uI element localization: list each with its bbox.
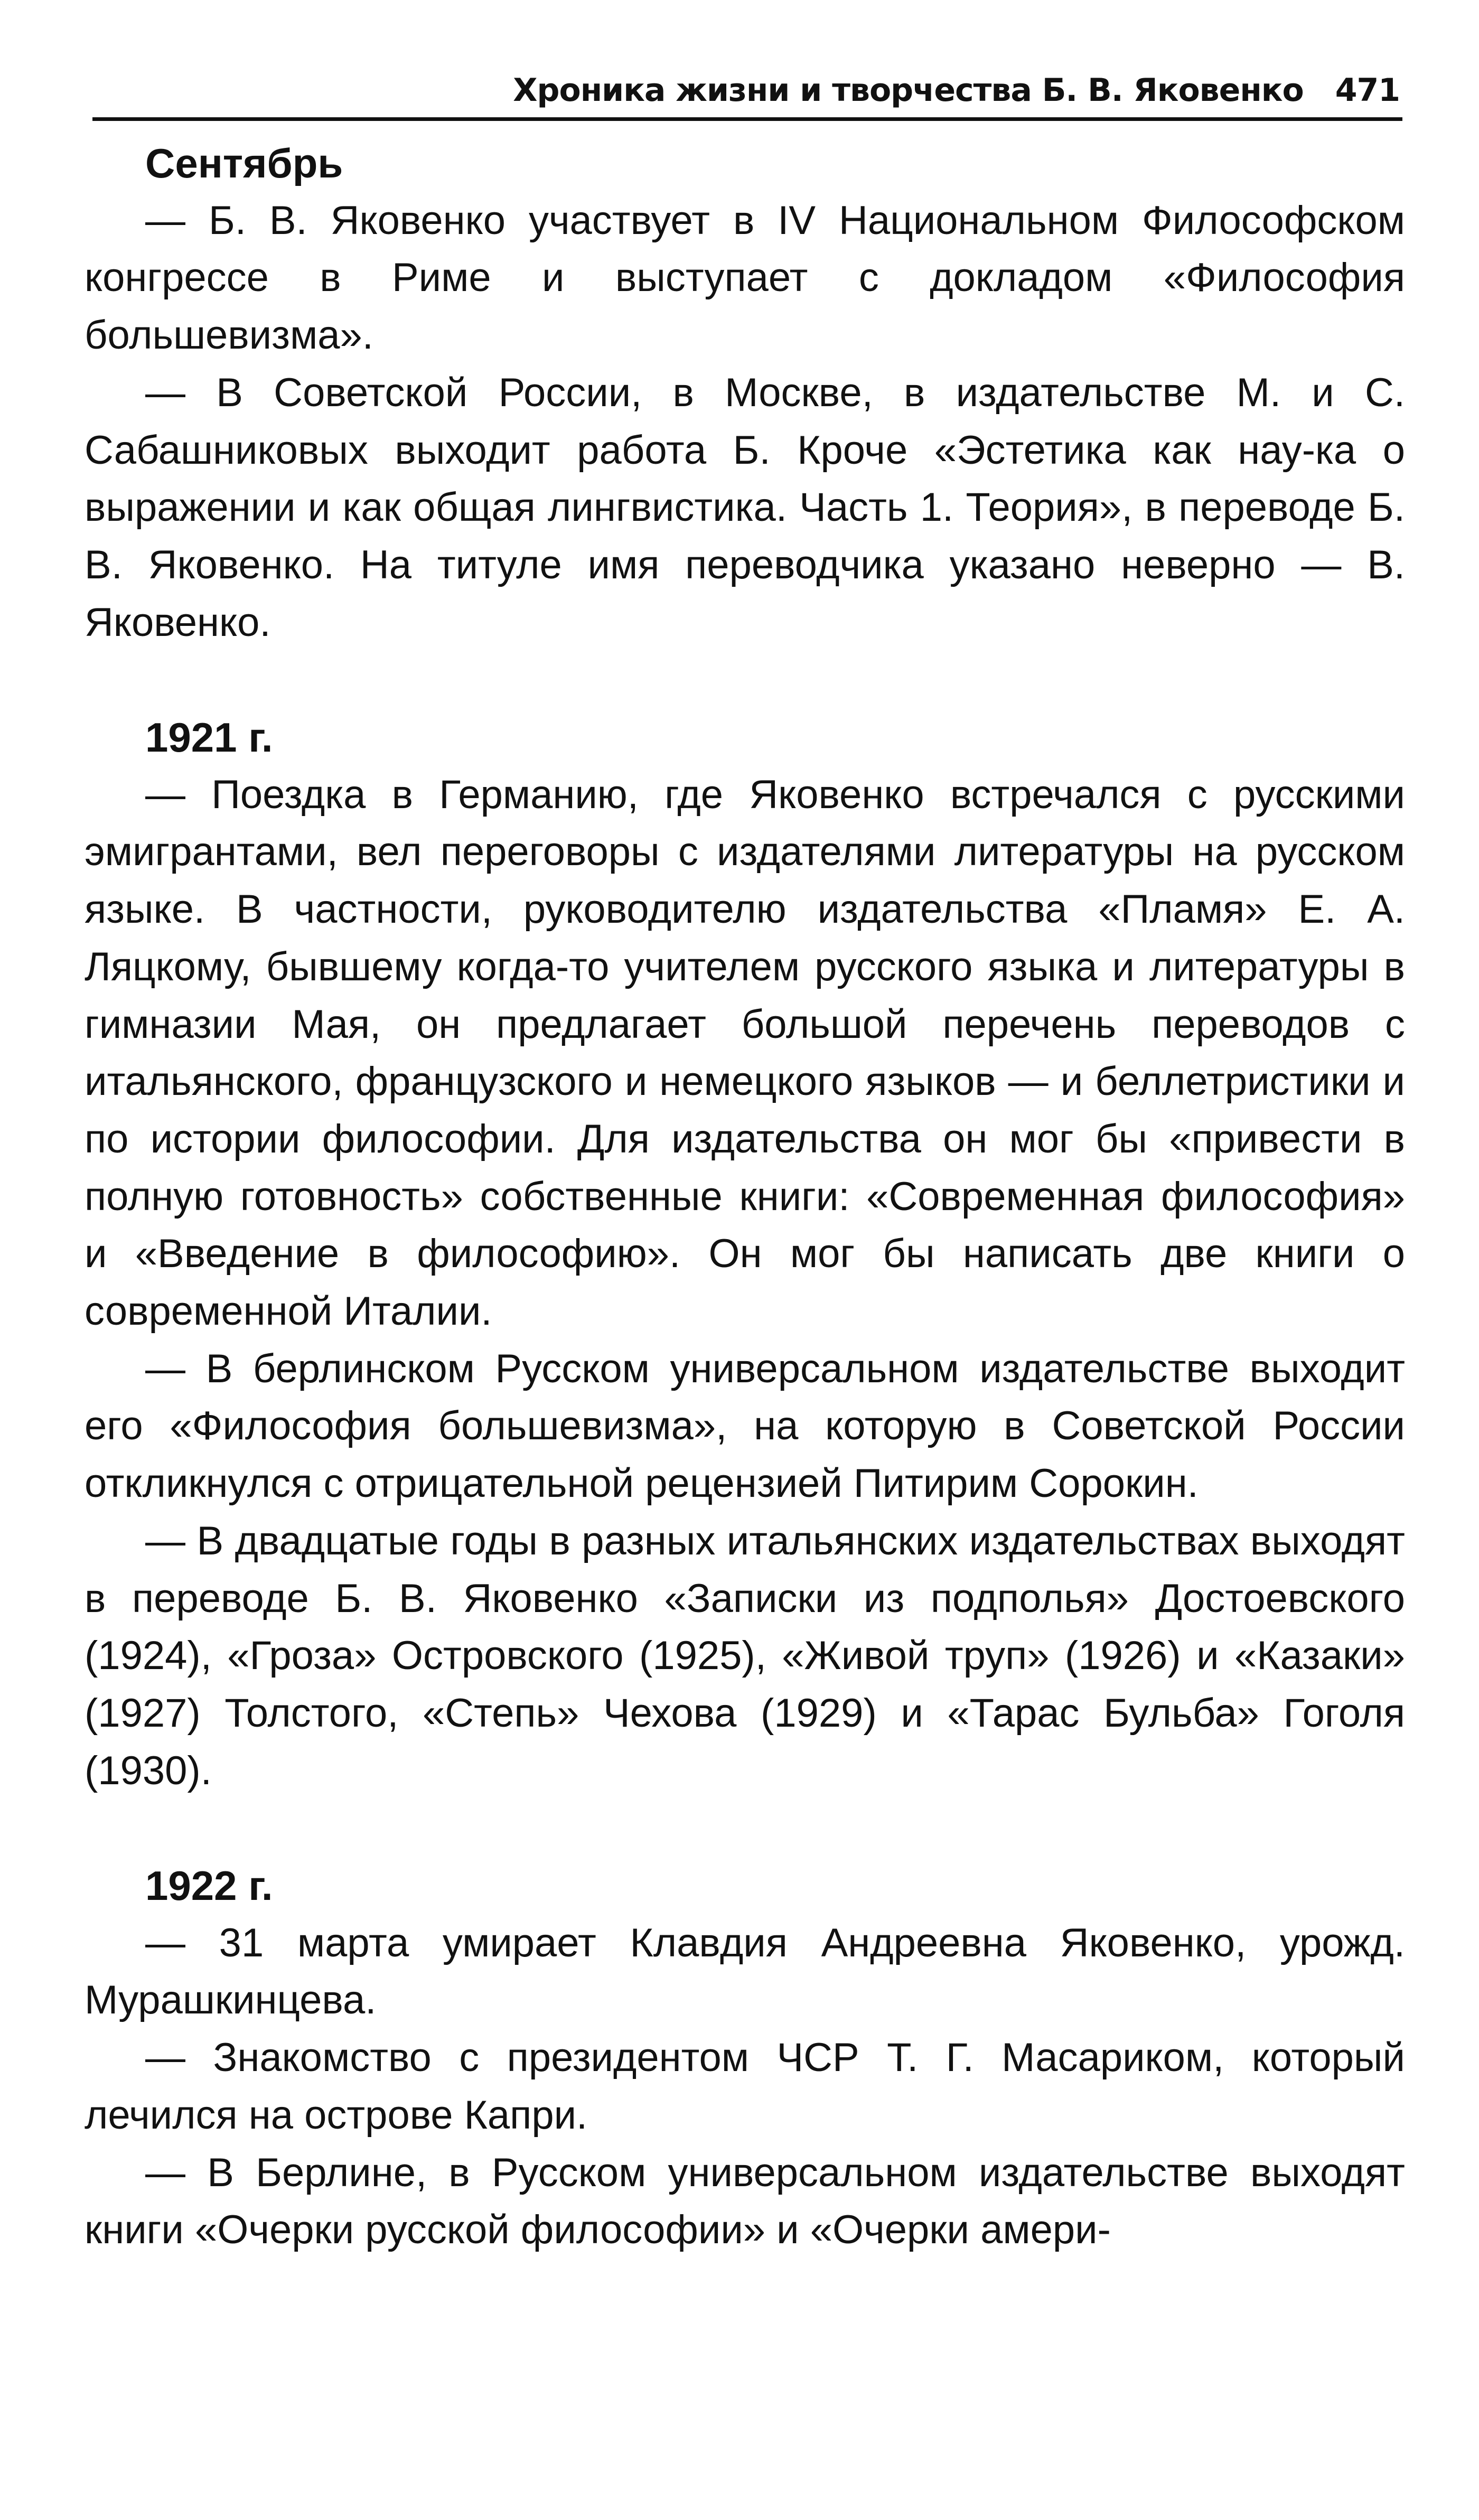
paragraph: — Поездка в Германию, где Яковенко встречался с русскими эмигрантами, вел переговоры с издателями литературы на русском языке. В частности, руководителю издательства «Пламя» Е. А. Ляцкому, бывшему когда-то учителем русского языка и литературы в гимназии Мая, он предлагает большой перечень переводов с итальянского, французского и немецкого языков — и беллетристики и по истории философии. Для издательства он мог бы «привести в полную готовность» собственные книги: «Современная философия» и «Введение в философию». Он мог бы написать две книги о современной Италии. xyxy=(85,772,1405,1334)
paragraph: — В двадцатые годы в разных итальянских издательствах выходят в переводе Б. В. Яковенко «Записки из подполья» Достоевского (1924), «Гроза» Островского (1925), «Живой труп» (1926) и «Казаки» (1927) Толстого, «Степь» Чехова (1929) и «Тарас Бульба» Гоголя (1930). xyxy=(85,1518,1405,1793)
paragraph: — В Берлине, в Русском универсальном издательстве выходят книги «Очерки русской философии» и «Очерки амери- xyxy=(85,2150,1405,2253)
page-number: 471 xyxy=(1335,72,1400,109)
paragraph: — В берлинском Русском универсальном издательстве выходит его «Философия большевизма», на которую в Советской России откликнулся с отрицательной рецензией Питирим Сорокин. xyxy=(85,1346,1405,1506)
paragraph: — 31 марта умирает Клавдия Андреевна Яковенко, урожд. Мурашкинцева. xyxy=(85,1920,1405,2023)
section-september xyxy=(85,135,1405,651)
section-heading: 1921 г. xyxy=(145,714,273,761)
paragraph: — Б. В. Яковенко участвует в IV Национальном Философском конгрессе в Риме и выступает с докладом «Философия большевизма». xyxy=(85,198,1405,358)
running-header-title: Хроника жизни и творчества Б. В. Яковенко xyxy=(513,72,1304,109)
section-1922 xyxy=(85,1857,1405,2259)
section-heading: 1922 г. xyxy=(145,1862,273,1909)
paragraph: — В Советской России, в Москве, в издательстве М. и С. Сабашниковых выходит работа Б. Кроче «Эстетика как нау-ка о выражении и как общая лингвистика. Часть 1. Теория», в переводе Б. В. Яковенко. На титуле имя переводчика указано неверно — В. Яковенко. xyxy=(85,370,1405,645)
section-1921 xyxy=(85,709,1405,1800)
page-body xyxy=(85,135,1405,2259)
section-heading: Сентябрь xyxy=(145,140,343,186)
running-header xyxy=(92,63,1400,116)
paragraph: — Знакомство с президентом ЧСР Т. Г. Масариком, который лечился на острове Капри. xyxy=(85,2035,1405,2138)
header-divider xyxy=(92,117,1402,121)
